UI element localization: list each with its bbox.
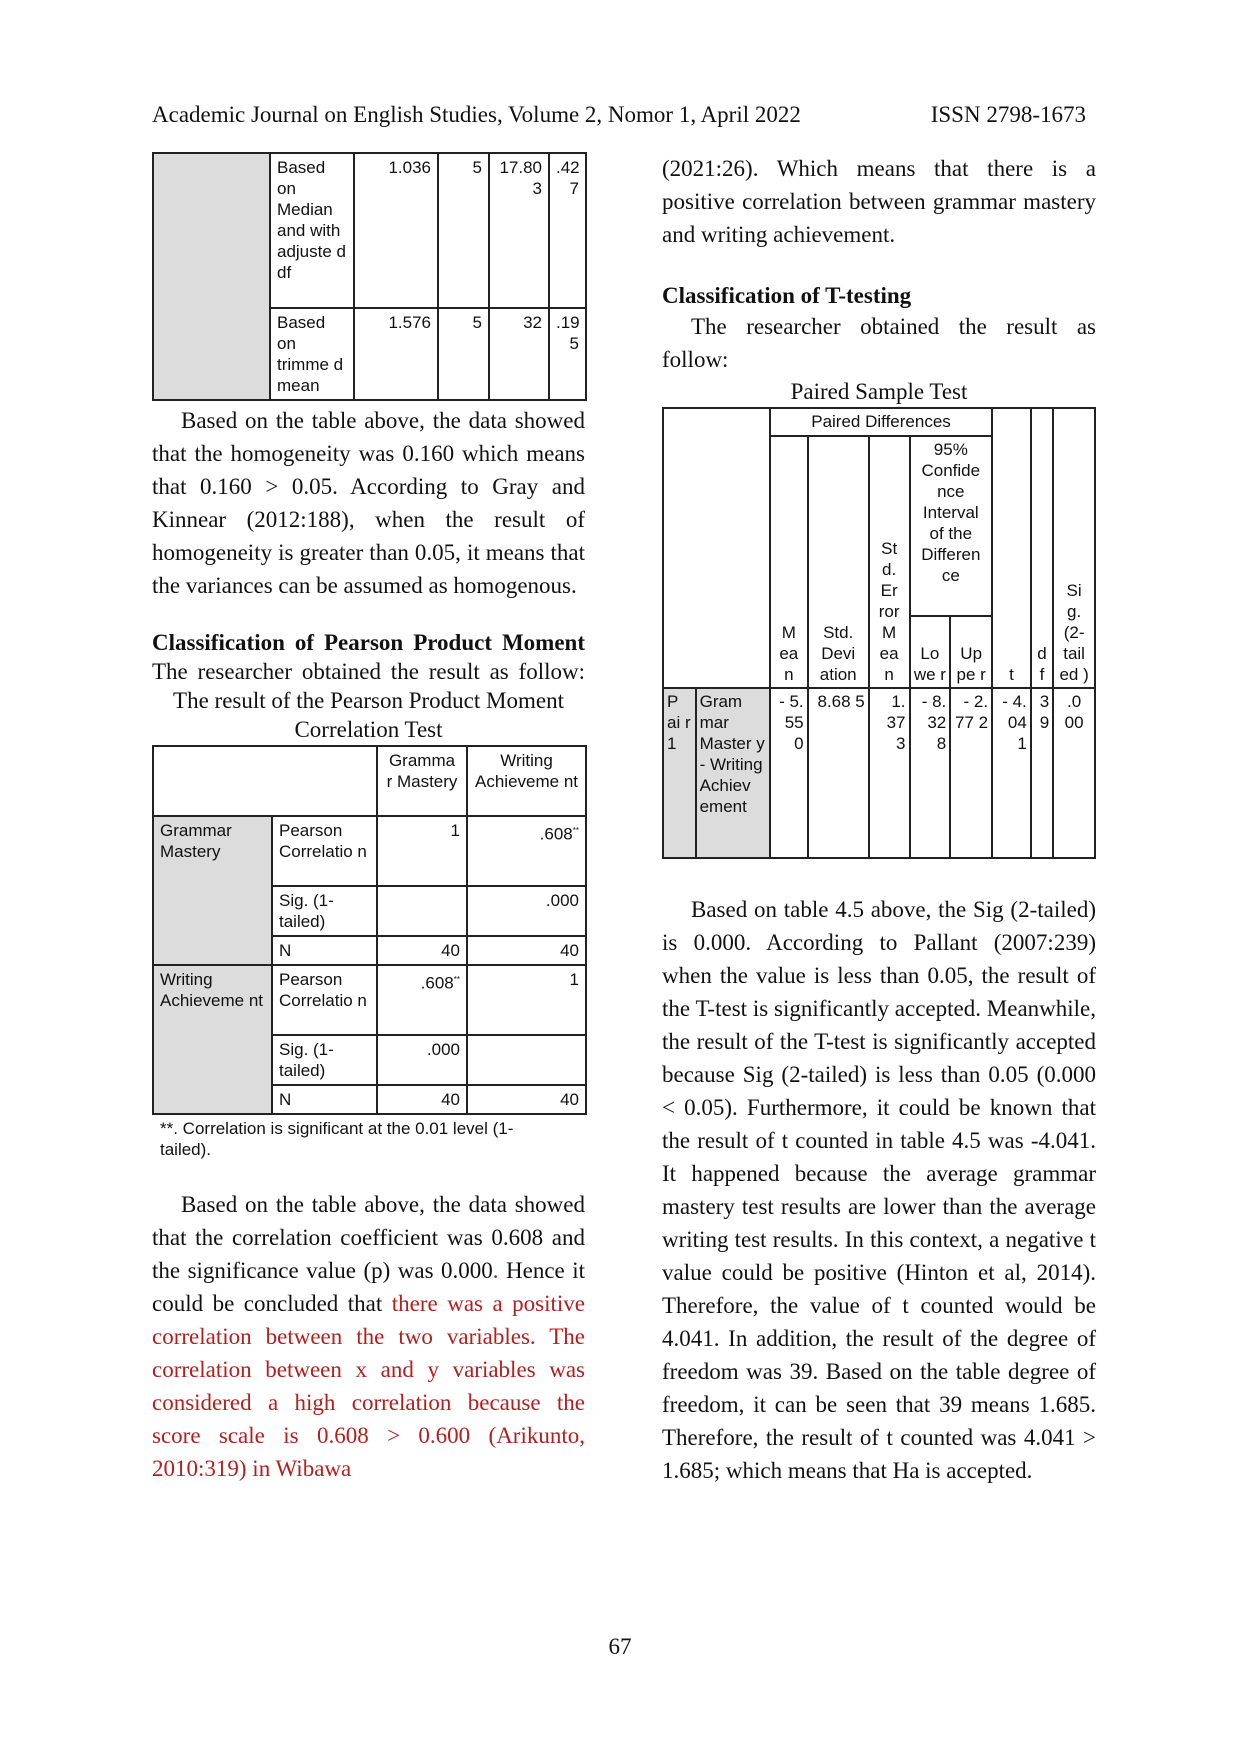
table-footnote: **. Correlation is significant at the 0.01 level (1- tailed).: [160, 1119, 514, 1159]
pearson-intro: The researcher obtained the result as follow:: [152, 659, 585, 684]
cell-value: 1: [377, 816, 467, 886]
stat-label: Sig. (1- tailed): [272, 886, 377, 936]
table-row: [663, 688, 1095, 858]
lower-value: - 8. 32 8: [910, 688, 951, 858]
paragraph-text: Hence it could be concluded that: [152, 1258, 586, 1316]
upper-value: - 2. 77 2: [950, 688, 992, 858]
table-row: [663, 408, 1095, 436]
issn: ISSN 2798-1673: [930, 102, 1086, 127]
journal-title: Academic Journal on English Studies, Volume 2, Nomor 1, April 2022: [152, 102, 801, 127]
continuation-paragraph: (2021:26). Which means that there is a positive correlation between grammar mastery and writing achievement.: [662, 156, 1096, 247]
cell-number: .608: [420, 973, 454, 993]
ttest-intro: The researcher obtained the result as follow:: [662, 314, 1096, 372]
paragraph-text: there was a positive correlation between the two variables. The correlation between x and y variables was considered a high correlation because the score scale is 0.608 > 0.600 (Arikunto, 2010:319) in Wibawa: [152, 1291, 586, 1481]
std-dev-header: Std. Devi ation: [808, 436, 869, 688]
std-dev-value: 8.68 5: [808, 688, 869, 858]
stat-label: Pearson Correlatio n: [272, 816, 377, 886]
section-heading-ttest: Classification of T-testing: [662, 283, 912, 308]
cell-value: .000: [377, 1035, 467, 1085]
pearson-table-caption: The result of the Pearson Product Moment Correlation Test: [173, 688, 564, 742]
left-column: [152, 152, 585, 1485]
cell-value: [467, 816, 586, 886]
sig-value: .19 5: [549, 308, 586, 400]
df1-value: 5: [438, 308, 489, 400]
pair-name: Gram mar Master y - Writing Achiev ement: [696, 688, 770, 858]
paragraph-text: Based on the table above, the data showed that the correlation coefficient was 0.608 and the significance value (p) was 0.000: [152, 1192, 585, 1283]
sig-value: .42 7: [549, 153, 586, 308]
cell-value: [377, 886, 467, 936]
std-error-value: 1. 37 3: [869, 688, 910, 858]
row-header-grammar: Grammar Mastery: [153, 816, 272, 965]
df2-value: 32: [489, 308, 549, 400]
cell-value: 40: [467, 1085, 586, 1114]
mean-value: - 5. 55 0: [770, 688, 808, 858]
correlation-paragraph: [152, 1188, 585, 1485]
paired-differences-header: Paired Differences: [770, 408, 992, 436]
empty-cell: [663, 408, 770, 688]
sig-value: .0 00: [1053, 688, 1095, 858]
t-header: t: [992, 408, 1031, 688]
row-label: Based on Median and with adjuste d df: [270, 153, 354, 308]
empty-cell: [153, 153, 270, 400]
column-header-grammar: Gramma r Mastery: [377, 746, 467, 816]
right-column: [662, 152, 1096, 1487]
lower-header: Lo we r: [910, 616, 951, 688]
upper-header: Up pe r: [950, 616, 992, 688]
cell-value: [467, 1035, 586, 1085]
confidence-interval-header: 95% Confide nce Interval of the Differen ce: [910, 436, 993, 616]
levene-statistic: 1.036: [354, 153, 438, 308]
std-error-header: St d. Er ror M ea n: [869, 436, 910, 688]
row-label: Based on trimme d mean: [270, 308, 354, 400]
mean-header: M ea n: [770, 436, 808, 688]
section-heading-pearson: Classification of Pearson Product Moment: [152, 630, 585, 655]
pair-label: P ai r 1: [663, 688, 696, 858]
row-header-writing: Writing Achieveme nt: [153, 965, 272, 1114]
homogeneity-paragraph: Based on the table above, the data showed that the homogeneity was 0.160 which means that 0.160 > 0.05. According to Gray and Kinnear (2012:188), when the result of homogeneity is greater than 0.05, it means that the variances can be assumed as homogenous.: [152, 408, 585, 598]
significance-mark: **: [453, 975, 460, 984]
empty-cell: [153, 746, 377, 816]
paired-sample-table: [662, 407, 1096, 859]
stat-label: Sig. (1- tailed): [272, 1035, 377, 1085]
page-number: 67: [608, 1634, 632, 1659]
df1-value: 5: [438, 153, 489, 308]
cell-value: 1: [467, 965, 586, 1035]
correlation-table: [152, 745, 587, 1115]
stat-label: N: [272, 936, 377, 965]
cell-value: 40: [377, 1085, 467, 1114]
stat-label: N: [272, 1085, 377, 1114]
levene-statistic: 1.576: [354, 308, 438, 400]
table-row: [153, 153, 586, 308]
stat-label: Pearson Correlatio n: [272, 965, 377, 1035]
running-header: [152, 102, 1086, 138]
homogeneity-table: [152, 152, 587, 401]
paired-table-caption: Paired Sample Test: [790, 379, 968, 404]
cell-value: 40: [377, 936, 467, 965]
sig-header: Si g. (2- tail ed ): [1053, 408, 1095, 688]
cell-value: 40: [467, 936, 586, 965]
ttest-paragraph: Based on table 4.5 above, the Sig (2-tailed) is 0.000. According to Pallant (2007:239) when the value is less than 0.05, the result of the T-test is significantly accepted. Meanwhile, the result of the T-test is significantly accepted because Sig (2-tailed) is less than 0.05 (0.000 < 0.05). Furthermore, it could be known that the result of t counted in table 4.5 was -4.041. It happened because the average grammar mastery test results are lower than the average writing test results. In this context, a negative t value could be positive (Hinton et al, 2014). Therefore, the value of t counted would be 4.041. In addition, the result of the degree of freedom was 39. Based on the table degree of freedom, it can be seen that 39 means 1.685. Therefore, the result of t counted was 4.041 > 1.685; which means that Ha is accepted.: [662, 897, 1096, 1483]
t-value: - 4. 04 1: [992, 688, 1031, 858]
df-value: 3 9: [1031, 688, 1053, 858]
column-header-writing: Writing Achieveme nt: [467, 746, 586, 816]
table-row: [153, 816, 586, 886]
table-row: [153, 746, 586, 816]
paragraph-text: .: [492, 1258, 499, 1283]
table-row: [153, 965, 586, 1035]
cell-value: [377, 965, 467, 1035]
significance-mark: **: [572, 826, 579, 835]
df2-value: 17.80 3: [489, 153, 549, 308]
cell-value: .000: [467, 886, 586, 936]
cell-number: .608: [539, 824, 573, 844]
df-header: d f: [1031, 408, 1053, 688]
